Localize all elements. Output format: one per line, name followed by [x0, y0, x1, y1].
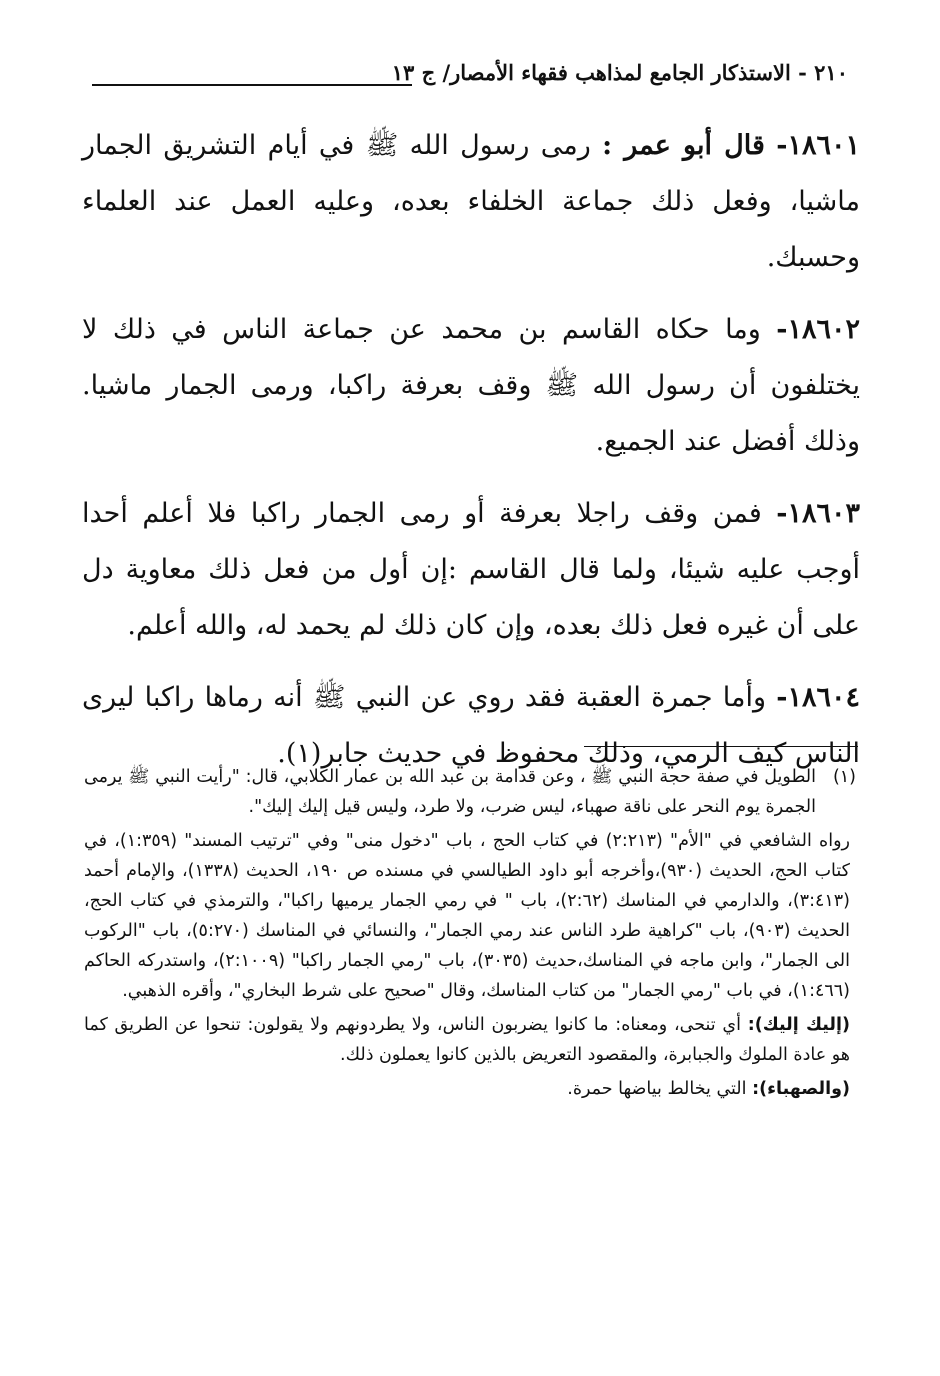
header-rule — [92, 84, 412, 86]
footnotes — [84, 762, 856, 1104]
gloss-ilayk — [84, 1010, 856, 1070]
paragraph-number: ١٨٦٠١- — [776, 130, 860, 161]
paragraph-text: رمى رسول الله ﷺ في أيام التشريق الجمار ماشيا، وفعل ذلك جماعة الخلفاء بعده، وعليه العمل عند العلماء وحسبك. — [82, 130, 860, 273]
gloss-text: أي تنحى، ومعناه: ما كانوا يضربون الناس، ولا يطردونهم ولا يقولون: تنحوا عن الطريق كما هو عادة الملوك والجبابرة، والمقصود التعريض بالذين كانوا يعملون ذلك. — [84, 1015, 850, 1065]
footnote-1 — [84, 762, 856, 822]
footnote-sources — [84, 826, 856, 1006]
footnote-separator — [584, 746, 858, 747]
gloss-text: التي يخالط بياضها حمرة. — [567, 1079, 747, 1099]
paragraph-18603 — [82, 486, 860, 654]
paragraph-number: ١٨٦٠٢- — [776, 314, 860, 345]
paragraph-text: وأما جمرة العقبة فقد روي عن النبي ﷺ أنه رماها راكبا ليرى الناس كيف الرمي، وذلك محفوظ في حديث جابر(١). — [82, 682, 860, 769]
main-text — [82, 118, 860, 798]
gloss-sahba — [84, 1074, 856, 1104]
gloss-term: (إليك إليك): — [747, 1015, 850, 1035]
paragraph-number: ١٨٦٠٤- — [776, 682, 860, 713]
paragraph-number: ١٨٦٠٣- — [776, 498, 860, 529]
footnote-text: الطويل في صفة حجة النبي ﷺ ، وعن قدامة بن عبد الله بن عمار الكلابي، قال: "رأيت النبي ﷺ يرمى الجمرة يوم النحر على ناقة صهباء، ليس ضرب، ولا طرد، وليس قيل إليك إليك". — [84, 767, 816, 817]
sources-text: رواه الشافعي في "الأم" (٢:٢١٣) في كتاب الحج ، باب "دخول منى" وفي "ترتيب المسند" (١:٣٥٩)، في كتاب الحج، الحديث (٩٣٠)،وأخرجه أبو داود الطيالسي في مسنده ص ١٩٠، الحديث (١٣٣٨)، والإمام أحمد (٣:٤١٣)، والدارمي في المناسك (٢:٦٢)، باب " في رمي الجمار يرميها راكبا"، والترمذي في كتاب الحج، الحديث (٩٠٣)، باب "كراهية طرد الناس عند رمي الجمار"، والنسائي في المناسك (٥:٢٧٠)، باب "الركوب الى الجمار"، وابن ماجه في المناسك،حديث (٣٠٣٥)، باب "رمي الجمار راكبا" (٢:١٠٠٩)، واستدركه الحاكم (١:٤٦٦)، في باب "رمي الجمار" من كتاب المناسك، وقال "صحيح على شرط البخاري"، وأقره الذهبي. — [84, 831, 851, 1001]
paragraph-text: وما حكاه القاسم بن محمد عن جماعة الناس في ذلك لا يختلفون أن رسول الله ﷺ وقف بعرفة راكبا، ورمى الجمار ماشيا. وذلك أفضل عند الجميع. — [82, 314, 860, 457]
running-title: ٢١٠ - الاستذكار الجامع لمذاهب فقهاء الأمصار/ ج ١٣ — [391, 60, 848, 85]
speaker: قال أبو عمر : — [602, 130, 765, 161]
footnote-marker: (١) — [832, 767, 856, 787]
paragraph-18602 — [82, 302, 860, 470]
paragraph-text: فمن وقف راجلا بعرفة أو رمى الجمار راكبا فلا أعلم أحدا أوجب عليه شيئا، ولما قال القاسم :إن أول من فعل ذلك معاوية دل على أن غيره فعل ذلك بعده، وإن كان ذلك لم يحمد له، والله أعلم. — [82, 498, 860, 641]
page-header — [92, 60, 848, 100]
gloss-term: (والصهباء): — [752, 1079, 850, 1099]
paragraph-18601 — [82, 118, 860, 286]
